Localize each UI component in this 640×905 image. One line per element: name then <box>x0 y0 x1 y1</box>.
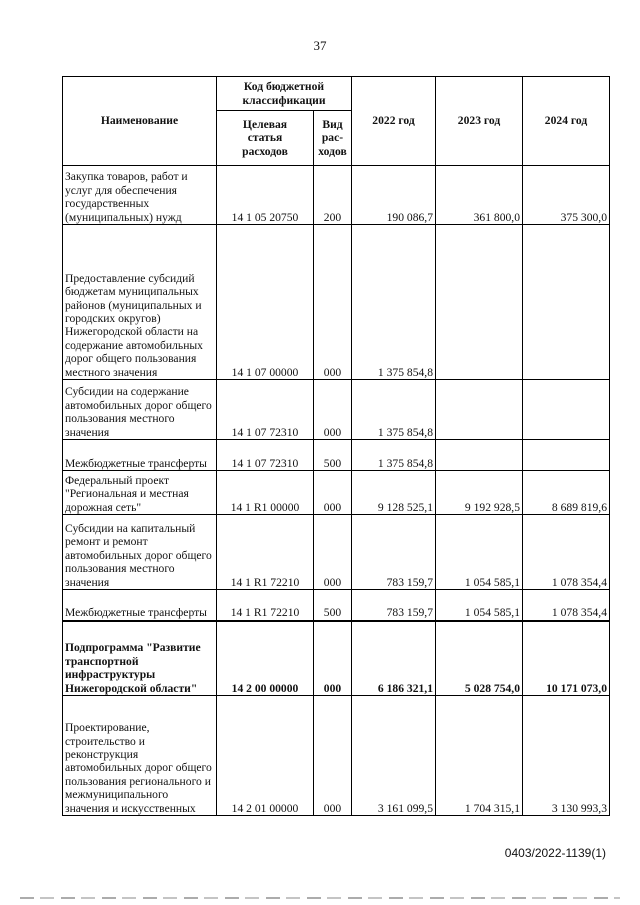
row-code: 14 1 R1 72210 <box>217 515 314 590</box>
row-2023 <box>436 380 523 440</box>
row-name: Субсидии на капитальный ремонт и ремонт автомобильных дорог общего пользования местного значения <box>63 515 217 590</box>
row-2022: 190 086,7 <box>352 166 436 225</box>
row-2023: 361 800,0 <box>436 166 523 225</box>
row-name: Проектирование, строительство и реконструкция автомобильных дорог общего пользования регионального и межмуниципального значения и искусственных <box>63 696 217 816</box>
table-row <box>63 380 610 440</box>
row-kind: 000 <box>314 515 352 590</box>
row-2024: 3 130 993,3 <box>523 696 610 816</box>
row-2023: 1 704 315,1 <box>436 696 523 816</box>
row-name: Межбюджетные трансферты <box>63 440 217 471</box>
table-row <box>63 225 610 380</box>
header-target: Целевая статья расходов <box>217 111 314 166</box>
row-2024 <box>523 380 610 440</box>
row-kind: 000 <box>314 621 352 696</box>
header-2024: 2024 год <box>523 77 610 166</box>
row-2022: 1 375 854,8 <box>352 380 436 440</box>
row-code: 14 1 07 72310 <box>217 380 314 440</box>
row-2022: 6 186 321,1 <box>352 621 436 696</box>
row-name: Предоставление субсидий бюджетам муниципальных районов (муниципальных и городских округов) Нижегородской области на содержание автомобильных дорог общего пользования местного значения <box>63 225 217 380</box>
row-2022: 9 128 525,1 <box>352 471 436 515</box>
header-2023: 2023 год <box>436 77 523 166</box>
row-name: Межбюджетные трансферты <box>63 590 217 621</box>
row-name: Закупка товаров, работ и услуг для обеспечения государственных (муниципальных) нужд <box>63 166 217 225</box>
table-row <box>63 166 610 225</box>
row-2023 <box>436 225 523 380</box>
row-2024: 8 689 819,6 <box>523 471 610 515</box>
table-row <box>63 696 610 816</box>
row-2022: 1 375 854,8 <box>352 225 436 380</box>
row-2023 <box>436 440 523 471</box>
row-kind: 000 <box>314 471 352 515</box>
row-2023: 1 054 585,1 <box>436 515 523 590</box>
row-2024: 1 078 354,4 <box>523 590 610 621</box>
row-2023: 1 054 585,1 <box>436 590 523 621</box>
row-2024 <box>523 225 610 380</box>
row-2023: 9 192 928,5 <box>436 471 523 515</box>
header-kind: Вид рас- ходов <box>314 111 352 166</box>
header-code-group: Код бюджетной классификации <box>217 77 352 111</box>
table-row <box>63 515 610 590</box>
row-code: 14 1 R1 00000 <box>217 471 314 515</box>
table-row <box>63 590 610 621</box>
row-2023: 5 028 754,0 <box>436 621 523 696</box>
row-2024: 10 171 073,0 <box>523 621 610 696</box>
row-code: 14 2 01 00000 <box>217 696 314 816</box>
row-2022: 1 375 854,8 <box>352 440 436 471</box>
scan-artifact-line <box>20 897 620 899</box>
row-kind: 000 <box>314 380 352 440</box>
row-2022: 783 159,7 <box>352 515 436 590</box>
document-code: 0403/2022-1139(1) <box>504 846 606 860</box>
row-name: Подпрограмма "Развитие транспортной инфраструктуры Нижегородской области" <box>63 621 217 696</box>
header-name: Наименование <box>63 77 217 166</box>
row-name: Федеральный проект "Региональная и местная дорожная сеть" <box>63 471 217 515</box>
row-2024: 375 300,0 <box>523 166 610 225</box>
row-2024 <box>523 440 610 471</box>
table-row-subprogram <box>63 621 610 696</box>
row-kind: 000 <box>314 696 352 816</box>
row-name: Субсидии на содержание автомобильных дорог общего пользования местного значения <box>63 380 217 440</box>
table-row <box>63 471 610 515</box>
row-2024: 1 078 354,4 <box>523 515 610 590</box>
row-kind: 500 <box>314 440 352 471</box>
row-2022: 3 161 099,5 <box>352 696 436 816</box>
row-2022: 783 159,7 <box>352 590 436 621</box>
header-2022: 2022 год <box>352 77 436 166</box>
row-kind: 200 <box>314 166 352 225</box>
row-code: 14 1 05 20750 <box>217 166 314 225</box>
row-kind: 500 <box>314 590 352 621</box>
row-code: 14 1 07 00000 <box>217 225 314 380</box>
budget-table <box>62 76 610 816</box>
row-code: 14 2 00 00000 <box>217 621 314 696</box>
row-code: 14 1 07 72310 <box>217 440 314 471</box>
table-row <box>63 440 610 471</box>
row-code: 14 1 R1 72210 <box>217 590 314 621</box>
page-number: 37 <box>313 38 327 53</box>
row-kind: 000 <box>314 225 352 380</box>
